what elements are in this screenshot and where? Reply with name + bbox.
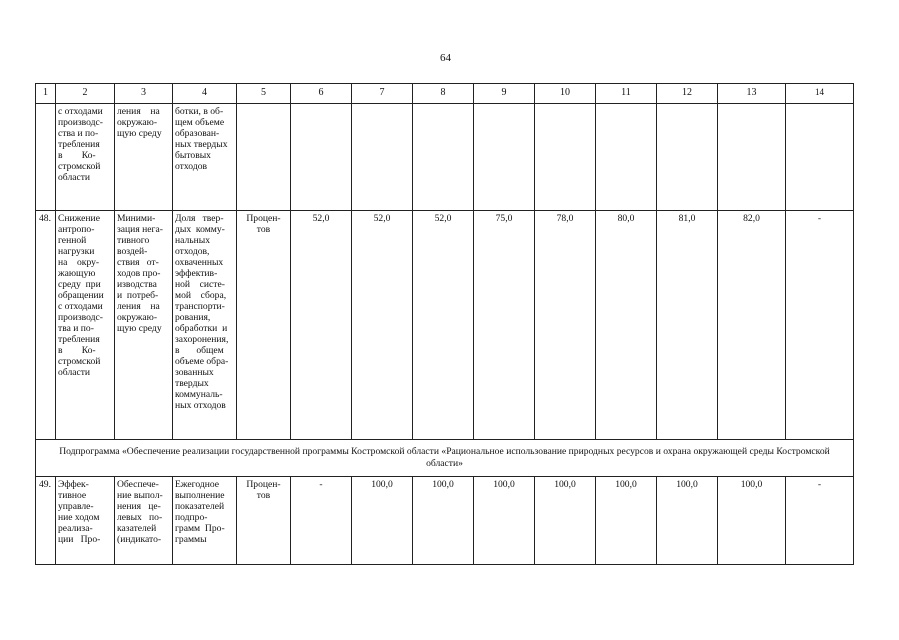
value-cell xyxy=(291,104,352,211)
value-cell: 80,0 xyxy=(596,211,657,440)
value-cell: 100,0 xyxy=(352,477,413,565)
subprogram-row xyxy=(36,440,854,477)
value-cell xyxy=(474,104,535,211)
unit-cell: Процен- тов xyxy=(237,211,291,440)
header-cell: 8 xyxy=(413,84,474,104)
value-cell xyxy=(786,104,854,211)
value-cell xyxy=(596,104,657,211)
header-cell: 1 xyxy=(36,84,56,104)
value-cell xyxy=(413,104,474,211)
header-cell: 7 xyxy=(352,84,413,104)
goal-cell: с отходами производс- ства и по- требления в Ко- стромской области xyxy=(56,104,115,211)
task-cell: ления на окружаю- щую среду xyxy=(115,104,173,211)
header-cell: 4 xyxy=(173,84,237,104)
goal-cell: Снижение антропо- генной нагрузки на окру- жающую среду при обращении с отходами производс- тва и по- требления в Ко- стромской области xyxy=(56,211,115,440)
value-cell: 81,0 xyxy=(657,211,718,440)
indicator-cell: ботки, в об- щем объеме образован- ных твердых бытовых отходов xyxy=(173,104,237,211)
header-cell: 12 xyxy=(657,84,718,104)
indicators-table xyxy=(35,83,854,565)
value-cell: 82,0 xyxy=(718,211,786,440)
header-cell: 5 xyxy=(237,84,291,104)
value-cell: 75,0 xyxy=(474,211,535,440)
header-cell: 14 xyxy=(786,84,854,104)
header-cell: 2 xyxy=(56,84,115,104)
value-cell: 100,0 xyxy=(718,477,786,565)
value-cell xyxy=(718,104,786,211)
indicator-cell: Ежегодное выполнение показателей подпро- грамм Про- граммы xyxy=(173,477,237,565)
row-number-cell: 48. xyxy=(36,211,56,440)
task-cell: Обеспече- ние выпол- нения це- левых по- казателей (индикато- xyxy=(115,477,173,565)
indicator-cell: Доля твер- дых комму- нальных отходов, охваченных эффектив- ной систе- мой сбора, транспорти- рования, обработки и захоронения, в общем объеме обра- зованных твердых коммуналь- ных отходов xyxy=(173,211,237,440)
task-cell: Миними- зация нега- тивного воздей- ствия от- ходов про- изводства и потреб- ления на окружаю- щую среду xyxy=(115,211,173,440)
page-number: 64 xyxy=(440,52,451,64)
value-cell: 100,0 xyxy=(474,477,535,565)
row-number-cell: 49. xyxy=(36,477,56,565)
row-number-cell xyxy=(36,104,56,211)
unit-cell xyxy=(237,104,291,211)
table-row xyxy=(36,477,854,565)
value-cell: 100,0 xyxy=(657,477,718,565)
value-cell xyxy=(352,104,413,211)
value-cell xyxy=(657,104,718,211)
value-cell: 52,0 xyxy=(352,211,413,440)
value-cell xyxy=(535,104,596,211)
value-cell: 100,0 xyxy=(535,477,596,565)
header-cell: 9 xyxy=(474,84,535,104)
table-row xyxy=(36,104,854,211)
goal-cell: Эффек- тивное управле- ние ходом реализа- ции Про- xyxy=(56,477,115,565)
header-cell: 6 xyxy=(291,84,352,104)
value-cell: 52,0 xyxy=(291,211,352,440)
subprogram-title: Подпрограмма «Обеспечение реализации государственной программы Костромской области «Рациональное использование природных ресурсов и охрана окружающей среды Костромской области» xyxy=(36,440,854,477)
value-cell: 52,0 xyxy=(413,211,474,440)
value-cell: 78,0 xyxy=(535,211,596,440)
header-cell: 13 xyxy=(718,84,786,104)
unit-cell: Процен- тов xyxy=(237,477,291,565)
value-cell: 100,0 xyxy=(596,477,657,565)
value-cell: 100,0 xyxy=(413,477,474,565)
value-cell: - xyxy=(786,211,854,440)
table-row xyxy=(36,211,854,440)
header-cell: 10 xyxy=(535,84,596,104)
value-cell: - xyxy=(786,477,854,565)
header-row xyxy=(36,84,854,104)
header-cell: 11 xyxy=(596,84,657,104)
header-cell: 3 xyxy=(115,84,173,104)
value-cell: - xyxy=(291,477,352,565)
